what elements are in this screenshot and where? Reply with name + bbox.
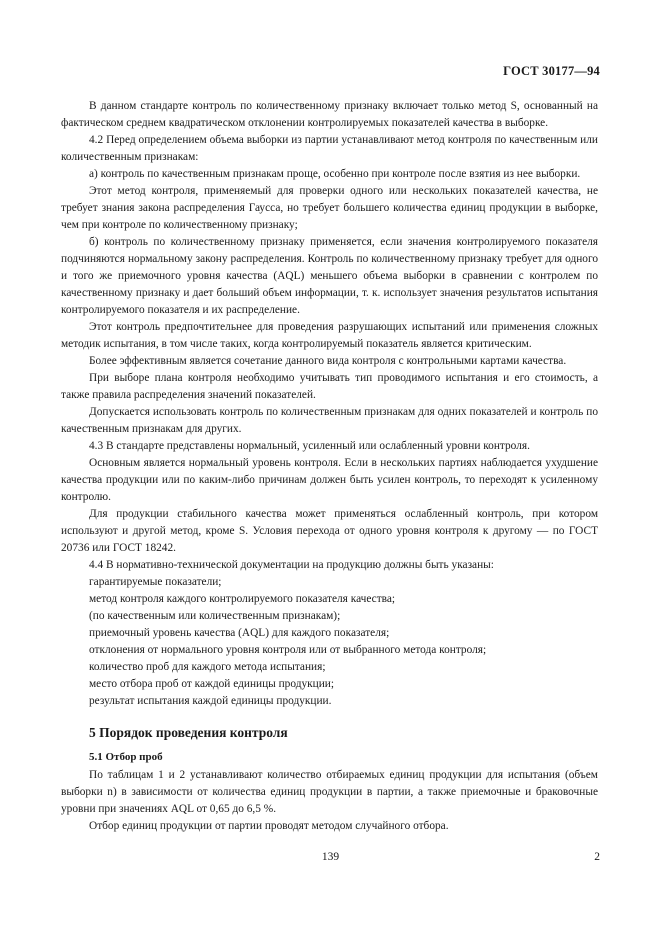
paragraph: Основным является нормальный уровень контроля. Если в нескольких партиях наблюдается ухудшение качества продукции или по каким-либо причинам должен быть усилен контроль, то переходят к усиленному контролю. xyxy=(61,457,598,503)
list-item: метод контроля каждого контролируемого показателя качества; xyxy=(89,593,396,605)
list-item: количество проб для каждого метода испытания; xyxy=(89,661,326,673)
sheet-number: 2 xyxy=(594,851,600,863)
paragraph: Отбор единиц продукции от партии проводят методом случайного отбора. xyxy=(89,820,449,832)
paragraph: Этот метод контроля, применяемый для проверки одного или нескольких показателей качества, не требует знания закона распределения Гаусса, но требует большего количества единиц продукции в выборке, чем при контроле по количественному признаку; xyxy=(61,185,598,231)
paragraph: Более эффективным является сочетание данного вида контроля с контрольными картами качества. xyxy=(89,355,567,367)
list-item: гарантируемые показатели; xyxy=(89,576,222,588)
subsection-title: 5.1 Отбор проб xyxy=(89,751,163,763)
page-number: 139 xyxy=(321,851,340,863)
list-item: результат испытания каждой единицы продукции. xyxy=(89,695,332,707)
paragraph: б) контроль по количественному признаку применяется, если значения контролируемого показателя подчиняются нормальному закону распределения. Контроль по количественному признаку требует для одного и того же приемочного уровня качества (AQL) меньшего объема выборки в сравнении с контролем по качественному признаку и дает больший объем информации, т. к. использует значения результатов испытания контролируемого показателя и их распределение. xyxy=(61,236,598,316)
paragraph: По таблицам 1 и 2 устанавливают количество отбираемых единиц продукции для испытания (объем выборки n) в зависимости от количества единиц продукции в партии, а также приемочные и браковочные уровни при значениях AQL от 0,65 до 6,5 %. xyxy=(61,769,598,815)
paragraph: В данном стандарте контроль по количественному признаку включает только метод S, основанный на фактическом среднем квадратическом отклонении контролируемых показателей качества в выборке. xyxy=(61,100,598,129)
list-item: приемочный уровень качества (AQL) для каждого показателя; xyxy=(89,627,390,639)
paragraph: Для продукции стабильного качества может применяться ослабленный контроль, при котором используют и другой метод, кроме S. Условия перехода от одного уровня контроля к другому — по ГОСТ 20736 или ГОСТ 18242. xyxy=(61,508,598,554)
list-item: отклонения от нормального уровня контроля или от выбранного метода контроля; xyxy=(89,644,487,656)
paragraph: Допускается использовать контроль по количественным признакам для одних показателей и контроль по качественным признакам для других. xyxy=(61,406,598,435)
paragraph: 4.2 Перед определением объема выборки из партии устанавливают метод контроля по качественным или количественным признакам: xyxy=(61,134,598,163)
section-title: 5 Порядок проведения контроля xyxy=(89,725,288,740)
paragraph: 4.4 В нормативно-технической документации на продукцию должны быть указаны: xyxy=(89,559,494,571)
document-header: ГОСТ 30177—94 xyxy=(503,64,600,78)
document-body xyxy=(61,98,598,835)
paragraph: 4.3 В стандарте представлены нормальный, усиленный или ослабленный уровни контроля. xyxy=(89,440,530,452)
paragraph: Этот контроль предпочтительнее для проведения разрушающих испытаний или применения сложных методик испытания, в том числе таких, когда контролируемый показатель является критическим. xyxy=(61,321,598,350)
paragraph: а) контроль по качественным признакам проще, особенно при контроле после взятия из нее выборки. xyxy=(89,168,581,180)
list-item: (по качественным или количественным признакам); xyxy=(89,610,341,622)
list-item: место отбора проб от каждой единицы продукции; xyxy=(89,678,335,690)
paragraph: При выборе плана контроля необходимо учитывать тип проводимого испытания и его стоимость, а также правила распределения значений показателей. xyxy=(61,372,598,401)
